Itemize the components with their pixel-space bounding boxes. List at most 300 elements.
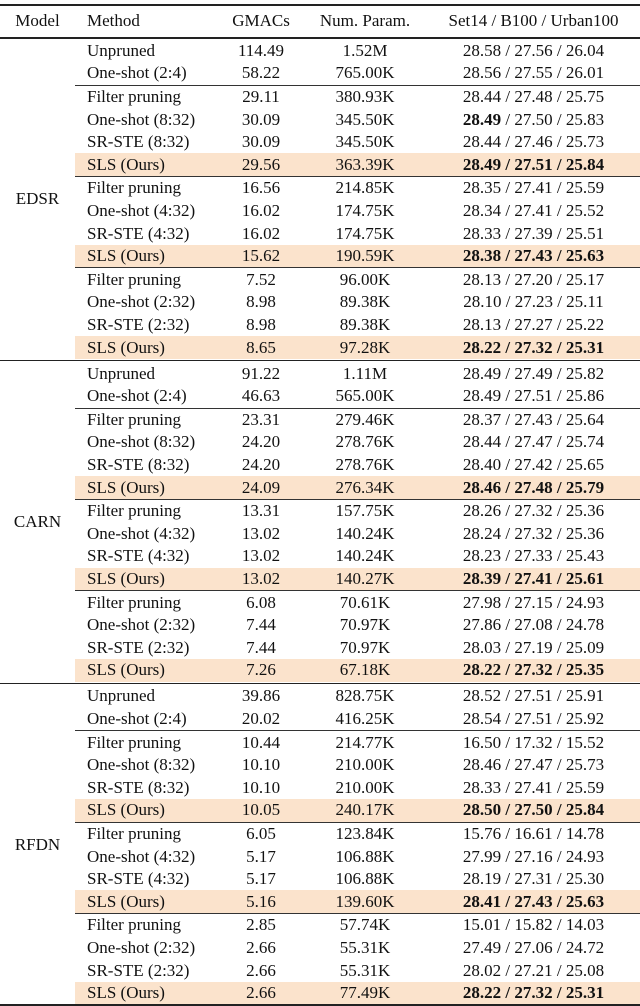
params-cell: 89.38K: [339, 292, 391, 312]
psnr-value: 25.36: [565, 523, 605, 543]
params-cell: 765.00K: [335, 63, 395, 83]
table-row: [75, 62, 640, 85]
method-cell: Unpruned: [87, 363, 155, 383]
psnr-value: 28.49: [462, 363, 502, 383]
psnr-value: 27.20: [514, 269, 553, 289]
psnr-value: 25.84: [565, 154, 605, 174]
separator: /: [501, 178, 515, 198]
row-group: [75, 913, 640, 1004]
psnr-value: 27.23: [514, 292, 553, 312]
psnr-value: 14.03: [565, 915, 605, 935]
psnr-value: 25.73: [565, 132, 605, 152]
psnr-cell: [427, 501, 640, 521]
params-cell: 70.61K: [339, 592, 391, 612]
psnr-value: 15.76: [462, 823, 502, 843]
psnr-value: 27.16: [514, 846, 553, 866]
psnr-value: 28.46: [462, 477, 502, 497]
psnr-value: 27.99: [462, 846, 502, 866]
psnr-value: 27.32: [514, 983, 553, 1003]
separator: /: [552, 846, 566, 866]
gmacs-cell: 7.44: [246, 637, 276, 657]
method-cell: One-shot (2:32): [87, 292, 196, 312]
separator: /: [501, 246, 515, 266]
highlighted-row: [75, 659, 640, 682]
separator: /: [552, 63, 566, 83]
table-row: [75, 222, 640, 245]
psnr-value: 25.51: [565, 223, 605, 243]
method-cell: SR-STE (2:32): [87, 637, 190, 657]
gmacs-cell: 2.66: [246, 960, 276, 980]
separator: /: [552, 777, 566, 797]
method-cell: Filter pruning: [87, 915, 181, 935]
gmacs-cell: 2.66: [246, 937, 276, 957]
params-cell: 106.88K: [335, 869, 395, 889]
gmacs-cell: 29.11: [242, 86, 280, 106]
separator: /: [501, 501, 515, 521]
separator: /: [552, 660, 566, 680]
separator: /: [501, 755, 515, 775]
psnr-value: 25.64: [565, 409, 605, 429]
psnr-cell: [427, 569, 640, 589]
highlighted-row: [75, 153, 640, 176]
separator: /: [501, 891, 515, 911]
separator: /: [501, 409, 515, 429]
table-row: [75, 454, 640, 477]
model-rows: [75, 362, 640, 681]
separator: /: [552, 132, 566, 152]
row-group: [75, 730, 640, 821]
params-cell: 210.00K: [335, 755, 395, 775]
params-cell: 157.75K: [335, 501, 395, 521]
separator: /: [552, 432, 566, 452]
gmacs-cell: 29.56: [241, 154, 281, 174]
psnr-value: 25.65: [565, 454, 605, 474]
separator: /: [501, 63, 515, 83]
psnr-value: 27.33: [514, 546, 553, 566]
table-row: [75, 431, 640, 454]
header-rule: [0, 37, 640, 39]
psnr-value: 24.78: [565, 615, 605, 635]
params-cell: 140.24K: [335, 546, 395, 566]
table-row: [75, 409, 640, 432]
psnr-cell: [427, 546, 640, 566]
psnr-value: 25.75: [565, 86, 605, 106]
method-cell: Filter pruning: [87, 501, 181, 521]
params-cell: 57.74K: [339, 915, 391, 935]
psnr-value: 14.78: [565, 823, 605, 843]
separator: /: [552, 409, 566, 429]
method-cell: One-shot (8:32): [87, 755, 196, 775]
psnr-value: 28.44: [462, 432, 502, 452]
psnr-value: 28.44: [462, 86, 502, 106]
separator: /: [552, 568, 566, 588]
psnr-value: 27.50: [514, 109, 553, 129]
psnr-value: 27.47: [514, 755, 553, 775]
gmacs-cell: 8.98: [246, 314, 276, 334]
psnr-value: 27.41: [514, 568, 553, 588]
params-cell: 345.50K: [335, 132, 395, 152]
psnr-value: 24.93: [565, 592, 605, 612]
gmacs-cell: 10.44: [241, 732, 281, 752]
params-cell: 106.88K: [335, 846, 395, 866]
separator: /: [501, 732, 515, 752]
gmacs-cell: 23.31: [241, 409, 281, 429]
separator: /: [552, 592, 566, 612]
psnr-value: 25.63: [565, 246, 605, 266]
separator: /: [552, 363, 566, 383]
method-cell: One-shot (8:32): [87, 432, 196, 452]
psnr-value: 27.86: [462, 615, 502, 635]
psnr-value: 25.91: [565, 686, 605, 706]
gmacs-cell: 6.08: [246, 592, 276, 612]
psnr-value: 28.22: [462, 660, 502, 680]
table-row: [75, 731, 640, 754]
separator: /: [501, 432, 515, 452]
psnr-cell: [427, 155, 640, 175]
psnr-cell: [427, 638, 640, 658]
method-cell: Filter pruning: [87, 269, 181, 289]
separator: /: [501, 846, 515, 866]
table-row: [75, 545, 640, 568]
method-cell: Filter pruning: [87, 86, 181, 106]
separator: /: [552, 937, 566, 957]
psnr-value: 26.04: [565, 40, 605, 60]
separator: /: [552, 200, 566, 220]
params-cell: 276.34K: [335, 477, 395, 497]
table-row: [75, 959, 640, 982]
gmacs-cell: 16.56: [241, 178, 281, 198]
psnr-value: 16.61: [514, 823, 553, 843]
separator: /: [552, 546, 566, 566]
row-group: [75, 408, 640, 499]
psnr-value: 25.30: [565, 869, 605, 889]
params-cell: 278.76K: [335, 432, 395, 452]
psnr-cell: [427, 432, 640, 452]
psnr-value: 25.59: [565, 178, 605, 198]
psnr-cell: [427, 892, 640, 912]
psnr-value: 28.58: [462, 40, 502, 60]
psnr-cell: [427, 660, 640, 680]
gmacs-cell: 8.98: [246, 292, 276, 312]
psnr-value: 28.40: [462, 454, 502, 474]
psnr-value: 28.41: [462, 891, 502, 911]
psnr-value: 16.50: [462, 732, 502, 752]
psnr-value: 28.35: [462, 178, 502, 198]
separator: /: [501, 960, 515, 980]
psnr-value: 27.19: [514, 637, 553, 657]
psnr-value: 27.08: [514, 615, 553, 635]
psnr-value: 28.34: [462, 200, 502, 220]
row-group: [75, 176, 640, 267]
psnr-value: 28.50: [462, 800, 502, 820]
highlighted-row: [75, 476, 640, 499]
table-row: [75, 937, 640, 960]
params-cell: 1.52M: [342, 40, 388, 60]
params-cell: 97.28K: [339, 337, 391, 357]
separator: /: [552, 755, 566, 775]
psnr-value: 28.56: [462, 63, 502, 83]
psnr-value: 28.54: [462, 709, 502, 729]
psnr-cell: [427, 63, 640, 83]
table-row: [75, 522, 640, 545]
params-cell: 140.27K: [335, 568, 395, 588]
separator: /: [552, 477, 566, 497]
table-row: [75, 86, 640, 109]
table-row: [75, 868, 640, 891]
psnr-value: 28.33: [462, 777, 502, 797]
psnr-cell: [427, 364, 640, 384]
params-cell: 380.93K: [335, 86, 395, 106]
method-cell: SR-STE (8:32): [87, 777, 190, 797]
model-name: CARN: [13, 511, 62, 531]
separator: /: [501, 292, 515, 312]
separator: /: [501, 337, 515, 357]
psnr-cell: [427, 593, 640, 613]
psnr-value: 28.13: [462, 269, 502, 289]
psnr-value: 15.82: [514, 915, 553, 935]
psnr-value: 27.32: [514, 660, 553, 680]
separator: /: [501, 454, 515, 474]
psnr-value: 27.51: [514, 386, 553, 406]
method-cell: Unpruned: [87, 40, 155, 60]
model-section-rfdn: [0, 685, 640, 1004]
gmacs-cell: 58.22: [241, 63, 281, 83]
table-row: [75, 845, 640, 868]
row-group: [75, 499, 640, 590]
psnr-cell: [427, 41, 640, 61]
row-group: [75, 362, 640, 407]
gmacs-cell: 24.20: [241, 432, 281, 452]
method-cell: One-shot (2:4): [87, 63, 187, 83]
psnr-value: 25.83: [565, 109, 605, 129]
psnr-cell: [427, 455, 640, 475]
params-cell: 55.31K: [339, 937, 391, 957]
separator: /: [501, 386, 515, 406]
psnr-cell: [427, 338, 640, 358]
separator: /: [501, 709, 515, 729]
method-cell: One-shot (4:32): [87, 846, 196, 866]
psnr-value: 25.74: [565, 432, 605, 452]
psnr-value: 25.52: [565, 200, 605, 220]
separator: /: [552, 709, 566, 729]
psnr-cell: [427, 524, 640, 544]
psnr-value: 27.48: [514, 477, 553, 497]
psnr-value: 28.39: [462, 568, 502, 588]
header-model: Model: [15, 11, 60, 30]
psnr-value: 28.22: [462, 337, 502, 357]
params-cell: 77.49K: [339, 983, 391, 1003]
separator: /: [552, 109, 566, 129]
params-cell: 174.75K: [335, 223, 395, 243]
separator: /: [501, 523, 515, 543]
gmacs-cell: 30.09: [241, 109, 281, 129]
psnr-value: 25.11: [566, 292, 604, 312]
gmacs-cell: 5.17: [246, 869, 276, 889]
separator: /: [552, 915, 566, 935]
method-cell: SR-STE (8:32): [87, 132, 190, 152]
separator: /: [501, 660, 515, 680]
psnr-value: 15.01: [462, 915, 502, 935]
params-cell: 278.76K: [335, 454, 395, 474]
separator: /: [501, 109, 515, 129]
params-cell: 174.75K: [335, 200, 395, 220]
gmacs-cell: 7.26: [246, 660, 276, 680]
params-cell: 210.00K: [335, 777, 395, 797]
header-method: Method: [87, 11, 140, 30]
separator: /: [552, 223, 566, 243]
psnr-cell: [427, 778, 640, 798]
table-row: [75, 200, 640, 223]
model-section-carn: [0, 362, 640, 681]
section-rule: [0, 360, 640, 362]
separator: /: [501, 869, 515, 889]
separator: /: [552, 823, 566, 843]
gmacs-cell: 114.49: [237, 40, 285, 60]
psnr-value: 28.03: [462, 637, 502, 657]
separator: /: [501, 200, 515, 220]
gmacs-cell: 2.85: [246, 915, 276, 935]
params-cell: 279.46K: [335, 409, 395, 429]
gmacs-cell: 24.20: [241, 454, 281, 474]
method-cell: One-shot (8:32): [87, 109, 196, 129]
table-row: [75, 500, 640, 523]
params-cell: 70.97K: [339, 637, 391, 657]
gmacs-cell: 13.31: [241, 501, 281, 521]
psnr-value: 27.56: [514, 40, 553, 60]
method-cell: SR-STE (2:32): [87, 314, 190, 334]
psnr-value: 27.43: [514, 246, 553, 266]
separator: /: [501, 269, 515, 289]
psnr-value: 25.63: [565, 891, 605, 911]
psnr-value: 27.43: [514, 409, 553, 429]
table-header: [0, 6, 640, 36]
psnr-cell: [427, 132, 640, 152]
params-cell: 70.97K: [339, 615, 391, 635]
params-cell: 828.75K: [335, 686, 395, 706]
separator: /: [552, 891, 566, 911]
method-cell: One-shot (2:32): [87, 615, 196, 635]
psnr-value: 27.41: [514, 777, 553, 797]
table-row: [75, 708, 640, 731]
psnr-value: 27.55: [514, 63, 553, 83]
separator: /: [552, 86, 566, 106]
gmacs-cell: 2.66: [246, 983, 276, 1003]
gmacs-cell: 5.17: [246, 846, 276, 866]
psnr-value: 25.35: [565, 660, 605, 680]
row-group: [75, 685, 640, 730]
psnr-cell: [427, 178, 640, 198]
psnr-cell: [427, 201, 640, 221]
highlighted-row: [75, 890, 640, 913]
table-row: [75, 291, 640, 314]
gmacs-cell: 91.22: [241, 363, 281, 383]
separator: /: [501, 132, 515, 152]
highlighted-row: [75, 336, 640, 359]
psnr-value: 28.13: [462, 314, 502, 334]
psnr-cell: [427, 961, 640, 981]
gmacs-cell: 13.02: [241, 523, 281, 543]
table-row: [75, 40, 640, 63]
psnr-value: 27.31: [514, 869, 553, 889]
table-row: [75, 131, 640, 154]
separator: /: [552, 40, 566, 60]
params-cell: 123.84K: [335, 823, 395, 843]
psnr-value: 28.02: [462, 960, 502, 980]
psnr-cell: [427, 292, 640, 312]
section-rule: [0, 683, 640, 685]
row-group: [75, 40, 640, 85]
psnr-value: 15.52: [565, 732, 605, 752]
psnr-value: 25.92: [565, 709, 605, 729]
params-cell: 190.59K: [335, 246, 395, 266]
header-results: Set14 / B100 / Urban100: [448, 11, 619, 30]
gmacs-cell: 8.65: [246, 337, 276, 357]
model-name: RFDN: [14, 834, 61, 854]
method-cell: SLS (Ours): [87, 891, 165, 911]
header-gmacs: GMACs: [232, 11, 290, 30]
psnr-value: 25.31: [565, 337, 605, 357]
separator: /: [501, 568, 515, 588]
psnr-value: 27.47: [514, 432, 553, 452]
row-group: [75, 267, 640, 358]
model-section-edsr: [0, 40, 640, 359]
psnr-value: 27.06: [514, 937, 553, 957]
psnr-value: 28.49: [462, 109, 502, 129]
table-row: [75, 177, 640, 200]
psnr-value: 27.27: [514, 314, 553, 334]
psnr-value: 26.01: [565, 63, 605, 83]
psnr-value: 25.43: [565, 546, 605, 566]
psnr-cell: [427, 733, 640, 753]
method-cell: One-shot (2:32): [87, 937, 196, 957]
gmacs-cell: 16.02: [241, 200, 281, 220]
table-row: [75, 268, 640, 291]
psnr-cell: [427, 755, 640, 775]
method-cell: One-shot (4:32): [87, 200, 196, 220]
separator: /: [552, 869, 566, 889]
params-cell: 89.38K: [339, 314, 391, 334]
separator: /: [552, 292, 567, 312]
method-cell: SLS (Ours): [87, 800, 165, 820]
psnr-value: 28.24: [462, 523, 502, 543]
psnr-value: 25.79: [565, 477, 605, 497]
params-cell: 139.60K: [335, 891, 395, 911]
psnr-cell: [427, 478, 640, 498]
model-rows: [75, 685, 640, 1004]
gmacs-cell: 46.63: [241, 386, 281, 406]
gmacs-cell: 30.09: [241, 132, 281, 152]
psnr-value: 27.32: [514, 337, 553, 357]
table-row: [75, 385, 640, 408]
params-cell: 96.00K: [339, 269, 391, 289]
psnr-cell: [427, 87, 640, 107]
psnr-value: 25.17: [565, 269, 605, 289]
params-cell: 1.11M: [342, 363, 388, 383]
method-cell: SLS (Ours): [87, 246, 165, 266]
separator: /: [501, 983, 515, 1003]
method-cell: Filter pruning: [87, 823, 181, 843]
method-cell: SLS (Ours): [87, 337, 165, 357]
highlighted-row: [75, 568, 640, 591]
method-cell: One-shot (2:4): [87, 386, 187, 406]
gmacs-cell: 39.86: [241, 686, 281, 706]
psnr-value: 27.39: [514, 223, 553, 243]
params-cell: 140.24K: [335, 523, 395, 543]
psnr-value: 25.59: [565, 777, 605, 797]
psnr-value: 25.22: [565, 314, 605, 334]
method-cell: Filter pruning: [87, 178, 181, 198]
separator: /: [552, 246, 566, 266]
